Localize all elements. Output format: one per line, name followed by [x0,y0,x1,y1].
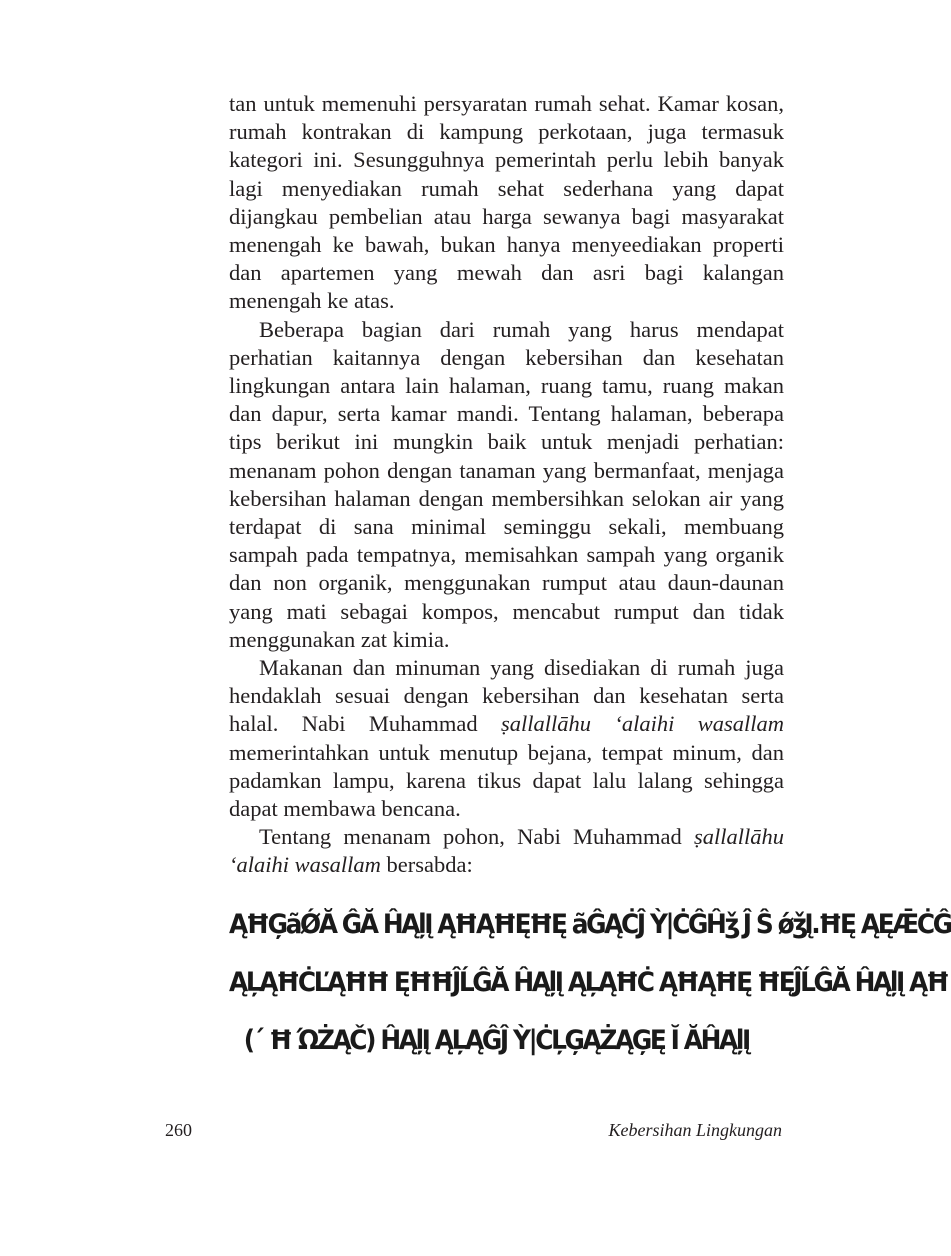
honorific-phrase: ṣallallāhu ‘alaihi wasallam [500,711,784,737]
paragraph-4 [229,823,784,879]
paragraph-3-text-b: memerintahkan untuk menutup bejana, tempat minum, dan padamkan lampu, karena tikus dapat lalu lalang sehingga dapat membawa bencana. [229,739,784,822]
hadith-line-2: ĄĻĄĦĊĽĄĦĦ ĘĦĦĴĹĜĂ ĤĄļĮ ĄĻĄĦĊ ĄĦĄĦĘ ĦĘĴĹĜĂ ĤĄļĮ ĄĦ [229,967,948,998]
paragraph-3 [229,654,784,823]
page-number: 260 [165,1120,192,1140]
hadith-line-3: (ˊ Ħ ΏŻĄČ) ĤĄļĮ ĄĻĄĜĴ Ỳ|ĊĻĢĄŻĄĢĘ Ĭ ĂĤĄļĮ [243,1025,749,1056]
paragraph-1: tan untuk memenuhi persyaratan rumah sehat. Kamar kosan, rumah kontrakan di kampung perkotaan, juga termasuk kategori ini. Sesungguhnya pemerintah perlu lebih banyak lagi menyediakan rumah sehat sederhana yang dapat dijangkau pembelian atau harga sewanya bagi masyarakat menengah ke bawah, bukan hanya menyeediakan properti dan apartemen yang mewah dan asri bagi kalangan menengah ke atas. [229,91,784,314]
hadith-garbled-text [229,905,951,1079]
paragraph-3-text-a: Makanan dan minuman yang disediakan di rumah juga hendaklah sesuai dengan kebersihan dan kesehatan serta halal. Nabi Muhammad [229,655,784,737]
paragraph-4-text-a: Tentang menanam pohon, Nabi Muhammad [259,824,694,850]
body-text [229,90,784,880]
paragraph-2: Beberapa bagian dari rumah yang harus mendapat perhatian kaitannya dengan kebersihan dan kesehatan lingkungan antara lain halaman, ruang tamu, ruang makan dan dapur, serta kamar mandi. Tentang halaman, beberapa tips berikut ini mungkin baik untuk menjadi perhatian: menanam pohon dengan tanaman yang bermanfaat, menjaga kebersihan halaman dengan membersihkan selokan air yang terdapat di sana minimal seminggu sekali, membuang sampah pada tempatnya, memisahkan sampah yang organik dan non organik, menggunakan rumput atau daun-daunan yang mati sebagai kompos, mencabut rumput dan tidak menggunakan zat kimia. [229,316,784,652]
honorific-phrase: ṣallallāhu ‘alaihi wasallam [229,824,784,878]
running-title: Kebersihan Lingkungan [608,1120,782,1140]
hadith-line-1: ĄĦĢãǾĂ ĜĂ ĤĄļĮ ĄĦĄĦĘĦĘ ãĜĄĊĴ Ỳ|ĊĜĤǯ Ĵ Ŝ ǿǯĮ.ĦĘ ĄĘǢĊĜ [229,909,951,940]
paragraph-4-text-b: bersabda: [380,852,473,878]
